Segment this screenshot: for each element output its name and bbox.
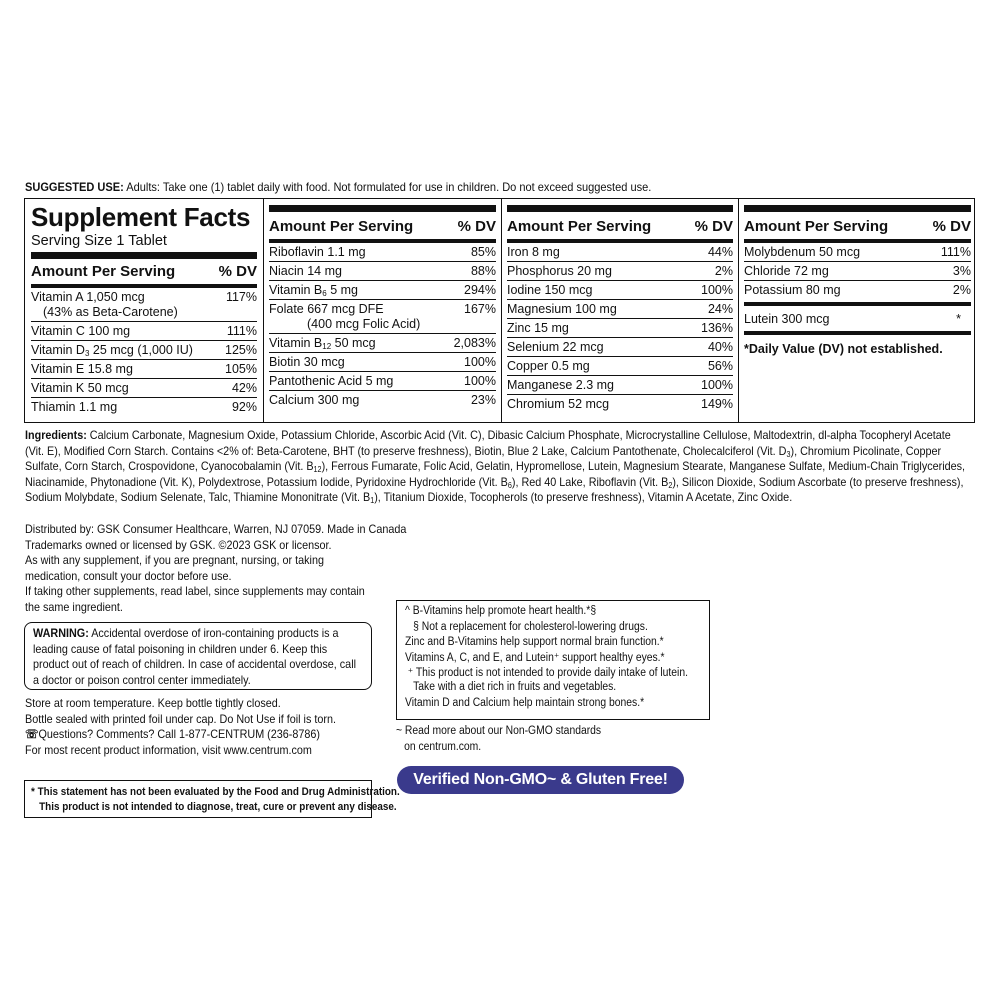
header-dv: % DV bbox=[694, 218, 733, 235]
suggested-use-text: Adults: Take one (1) tablet daily with food. Not formulated for use in children. Do not exceed suggested use. bbox=[123, 180, 652, 194]
nutrient-dv: 24% bbox=[707, 301, 733, 316]
facts-header bbox=[269, 212, 496, 239]
nutrient-dv: 100% bbox=[701, 282, 733, 297]
nutrient-row bbox=[507, 319, 733, 338]
nutrient-dv: 2,083% bbox=[453, 335, 496, 350]
nutrient-row bbox=[507, 300, 733, 319]
thick-rule bbox=[744, 205, 971, 212]
nutrient-name: Phosphorus 20 mg bbox=[507, 263, 612, 278]
nutrient-dv: 88% bbox=[470, 263, 496, 278]
claim-brain: Zinc and B-Vitamins help support normal brain function.* bbox=[405, 636, 664, 648]
fda-notice-line1: * This statement has not been evaluated by the Food and Drug Administration. bbox=[31, 786, 400, 798]
nutrient-dv: 136% bbox=[701, 320, 733, 335]
nutrient-row bbox=[269, 334, 496, 353]
nutrient-dv: 149% bbox=[701, 396, 733, 411]
claim-bones: Vitamin D and Calcium help maintain strong bones.* bbox=[405, 697, 645, 709]
nutrient-row bbox=[507, 262, 733, 281]
thick-rule bbox=[507, 205, 733, 212]
nutrient-dv: 100% bbox=[464, 354, 496, 369]
questions-line: ☏Questions? Comments? Call 1-877-CENTRUM (236-8786) bbox=[25, 727, 321, 741]
facts-header bbox=[744, 212, 971, 239]
nutrient-name: Chromium 52 mcg bbox=[507, 396, 610, 411]
nutrient-name: Folate 667 mcg DFE bbox=[269, 301, 384, 316]
header-amount: Amount Per Serving bbox=[507, 218, 652, 235]
distributed-by: Distributed by: GSK Consumer Healthcare, Warren, NJ 07059. Made in Canada bbox=[25, 522, 407, 536]
nutrient-name: Manganese 2.3 mg bbox=[507, 377, 615, 392]
nutrient-name: Vitamin K 50 mcg bbox=[31, 380, 129, 395]
nutrient-name: Calcium 300 mg bbox=[269, 392, 360, 407]
nutrient-dv: 2% bbox=[952, 282, 971, 297]
nutrient-dv: 85% bbox=[470, 244, 496, 259]
nutrient-name: Vitamin $B_6$ 5 mg bbox=[269, 282, 358, 298]
warning-line4: a doctor or poison control center immediately. bbox=[33, 672, 251, 687]
product-info-line: For most recent product information, visit www.centrum.com bbox=[25, 742, 312, 757]
nutrient-name: Riboflavin 1.1 mg bbox=[269, 244, 366, 259]
storage-note: Store at room temperature. Keep bottle tightly closed. bbox=[25, 696, 281, 710]
warning-line1: Accidental overdose of iron-containing products is a bbox=[88, 626, 339, 640]
facts-title: Supplement Facts bbox=[31, 202, 251, 232]
nutrient-row bbox=[31, 288, 257, 322]
facts-header bbox=[507, 212, 733, 239]
non-gmo-line2: on centrum.com. bbox=[404, 740, 482, 753]
nutrient-dv: 117% bbox=[225, 289, 257, 304]
nutrient-name: Molybdenum 50 mcg bbox=[744, 244, 861, 259]
facts-column-3 bbox=[501, 199, 738, 422]
nutrient-row bbox=[269, 300, 496, 334]
supplement-facts-panel bbox=[24, 198, 975, 423]
header-dv: % DV bbox=[457, 218, 496, 235]
header-amount: Amount Per Serving bbox=[31, 263, 176, 280]
nutrient-name: Vitamin A 1,050 mcg bbox=[31, 289, 145, 304]
nutrient-dv: * bbox=[956, 311, 961, 326]
suggested-use bbox=[25, 180, 899, 195]
nutrient-name: Niacin 14 mg bbox=[269, 263, 342, 278]
nutrient-dv: 167% bbox=[464, 301, 496, 316]
nutrient-row bbox=[744, 306, 971, 335]
claim-heart: ^ B-Vitamins help promote heart health.*§ bbox=[405, 605, 597, 617]
nutrient-dv: 42% bbox=[231, 380, 257, 395]
nutrient-name: Vitamin C 100 mg bbox=[31, 323, 131, 338]
dv-footnote: *Daily Value (DV) not established. bbox=[744, 341, 943, 356]
claim-diet-note: Take with a diet rich in fruits and vegetables. bbox=[413, 681, 617, 693]
warning-line3: product out of reach of children. In case of accidental overdose, call bbox=[33, 657, 356, 671]
nutrient-row bbox=[507, 243, 733, 262]
non-gmo-badge: Verified Non-GMO~ & Gluten Free! bbox=[397, 766, 684, 794]
claim-cholesterol: § Not a replacement for cholesterol-lowering drugs. bbox=[413, 620, 648, 633]
facts-header bbox=[31, 259, 257, 284]
health-claims-box bbox=[396, 600, 710, 720]
ingredients-label: Ingredients: bbox=[25, 428, 87, 442]
nutrient-dv: 3% bbox=[952, 263, 971, 278]
ingredients-text: Calcium Carbonate, Magnesium Oxide, Potassium Chloride, Ascorbic Acid (Vit. C), Dibasic Calcium Phosphate, Microcrystalline Cellulose, Maltodextrin, dl-alpha Tocopheryl Acetate (Vit. E), Modified Corn Starch. Contains <2% of: Beta-Carotene, BHT (to preserve freshness), Biotin, Blue 2 Lake, Calcium Pantothenate, Cholecalciferol (Vit. D bbox=[25, 428, 951, 458]
nutrient-row bbox=[31, 322, 257, 341]
nutrient-subtext: (43% as Beta-Carotene) bbox=[43, 304, 178, 319]
nutrient-row bbox=[507, 338, 733, 357]
nutrient-row bbox=[507, 395, 733, 413]
nutrient-name: Vitamin $B_{12}$ 50 mcg bbox=[269, 335, 376, 351]
iron-warning-box bbox=[24, 622, 372, 690]
other-supplements-line2: the same ingredient. bbox=[25, 599, 123, 614]
warning-label: WARNING: bbox=[33, 626, 89, 640]
nutrient-dv: 44% bbox=[707, 244, 733, 259]
fda-notice-box bbox=[24, 780, 400, 818]
other-supplements-line1: If taking other supplements, read label, since supplements may contain bbox=[25, 584, 365, 598]
nutrient-row bbox=[507, 357, 733, 376]
nutrient-row bbox=[269, 372, 496, 391]
serving-size: Serving Size 1 Tablet bbox=[31, 233, 167, 249]
header-amount: Amount Per Serving bbox=[269, 218, 414, 235]
nutrient-name: Chloride 72 mg bbox=[744, 263, 829, 278]
nutrient-dv: 125% bbox=[225, 342, 257, 357]
nutrient-dv: 23% bbox=[470, 392, 496, 407]
nutrient-dv: 111% bbox=[226, 323, 257, 338]
nutrient-row bbox=[269, 391, 496, 409]
nutrient-row bbox=[744, 262, 971, 281]
trademarks: Trademarks owned or licensed by GSK. ©2023 GSK or licensor. bbox=[25, 537, 332, 552]
facts-column-1 bbox=[25, 199, 263, 422]
claim-lutein-note: ⁺ This product is not intended to provide daily intake of lutein. bbox=[407, 667, 688, 679]
fda-notice-line2: This product is not intended to diagnose, treat, cure or prevent any disease. bbox=[39, 800, 397, 813]
nutrient-dv: 56% bbox=[707, 358, 733, 373]
nutrient-row bbox=[744, 281, 971, 306]
nutrient-row bbox=[31, 360, 257, 379]
non-gmo-note bbox=[396, 724, 716, 755]
thick-rule bbox=[269, 205, 496, 212]
claim-eyes: Vitamins A, C, and E, and Lutein⁺ support healthy eyes.* bbox=[405, 651, 665, 664]
nutrient-row bbox=[269, 281, 496, 300]
pregnancy-note-line2: medication, consult your doctor before use. bbox=[25, 568, 232, 583]
nutrient-row bbox=[507, 281, 733, 300]
nutrient-row bbox=[31, 341, 257, 360]
storage-info bbox=[25, 696, 375, 758]
nutrient-row bbox=[507, 376, 733, 395]
phone-icon: ☏ bbox=[25, 727, 39, 741]
nutrient-name: Magnesium 100 mg bbox=[507, 301, 617, 316]
header-dv: % DV bbox=[218, 263, 257, 280]
nutrient-row bbox=[31, 379, 257, 398]
nutrient-dv: 40% bbox=[707, 339, 733, 354]
nutrient-name: Copper 0.5 mg bbox=[507, 358, 590, 373]
nutrient-row bbox=[269, 262, 496, 281]
nutrient-name: Vitamin $D_3$ 25 mcg (1,000 IU) bbox=[31, 342, 193, 358]
distributor-info bbox=[25, 522, 407, 615]
facts-column-2 bbox=[263, 199, 501, 422]
nutrient-dv: 100% bbox=[701, 377, 733, 392]
nutrient-name: Selenium 22 mcg bbox=[507, 339, 604, 354]
nutrient-row bbox=[31, 398, 257, 416]
seal-note: Bottle sealed with printed foil under cap. Do Not Use if foil is torn. bbox=[25, 711, 336, 726]
ingredients: Ingredients: Calcium Carbonate, Magnesium Oxide, Potassium Chloride, Ascorbic Acid (Vit. C), Dibasic Calcium Phosphate, Microcrystalline Cellulose, Maltodextrin, dl-alpha Tocopheryl Acetate (Vit. E), Modified Corn Starch. Contains <2% of: Beta-Carotene, BHT (to preserve freshness), Biotin, Blue 2 Lake, Calcium Pantothenate, Cholecalciferol (Vit. $D_3$), Chromium Picolinate, Copper Sulfate, Corn Starch, Crospovidone, Cyanocobalamin (Vit. $B_{12}$), Ferrous Fumarate, Folic Acid, Gelatin, Hypromellose, Lutein, Magnesium Stearate, Manganese Sulfate, Medium-Chain Triglycerides, Niacinamide, Phytonadione (Vit. K), Polydextrose, Potassium Iodide, Pyridoxine Hydrochloride (Vit. $B_6$), Red 40 Lake, Riboflavin (Vit. $B_2$), Silicon Dioxide, Sodium Ascorbate (to preserve freshness), Sodium Molybdate, Sodium Selenate, Talc, Thiamine Mononitrate (Vit. $B_1$), Titanium Dioxide, Tocopherols (to preserve freshness), Vitamin A Acetate, Zinc Oxide. bbox=[25, 428, 966, 505]
nutrient-name: Zinc 15 mg bbox=[507, 320, 569, 335]
nutrient-name: Vitamin E 15.8 mg bbox=[31, 361, 133, 376]
nutrient-name: Thiamin 1.1 mg bbox=[31, 399, 118, 414]
nutrient-name: Iron 8 mg bbox=[507, 244, 560, 259]
header-dv: % DV bbox=[932, 218, 971, 235]
nutrient-dv: 2% bbox=[714, 263, 733, 278]
nutrient-name: Lutein 300 mcg bbox=[744, 311, 830, 326]
nutrient-dv: 294% bbox=[464, 282, 496, 297]
header-amount: Amount Per Serving bbox=[744, 218, 889, 235]
nutrient-dv: 105% bbox=[225, 361, 257, 376]
facts-column-4 bbox=[738, 199, 976, 422]
nutrient-dv: 100% bbox=[464, 373, 496, 388]
pregnancy-note-line1: As with any supplement, if you are pregnant, nursing, or taking bbox=[25, 553, 324, 567]
nutrient-row bbox=[269, 353, 496, 372]
nutrient-dv: 111% bbox=[940, 244, 971, 259]
warning-line2: leading cause of fatal poisoning in children under 6. Keep this bbox=[33, 641, 328, 656]
nutrient-name: Pantothenic Acid 5 mg bbox=[269, 373, 394, 388]
suggested-use-label: SUGGESTED USE: bbox=[25, 180, 124, 194]
nutrient-name: Biotin 30 mcg bbox=[269, 354, 345, 369]
thick-rule bbox=[31, 252, 257, 259]
nutrient-subtext: (400 mcg Folic Acid) bbox=[307, 316, 421, 331]
nutrient-name: Iodine 150 mcg bbox=[507, 282, 593, 297]
nutrient-row bbox=[744, 243, 971, 262]
nutrient-row bbox=[269, 243, 496, 262]
nutrient-name: Potassium 80 mg bbox=[744, 282, 841, 297]
non-gmo-line1: ~ Read more about our Non-GMO standards bbox=[396, 725, 602, 737]
nutrient-dv: 92% bbox=[231, 399, 257, 414]
